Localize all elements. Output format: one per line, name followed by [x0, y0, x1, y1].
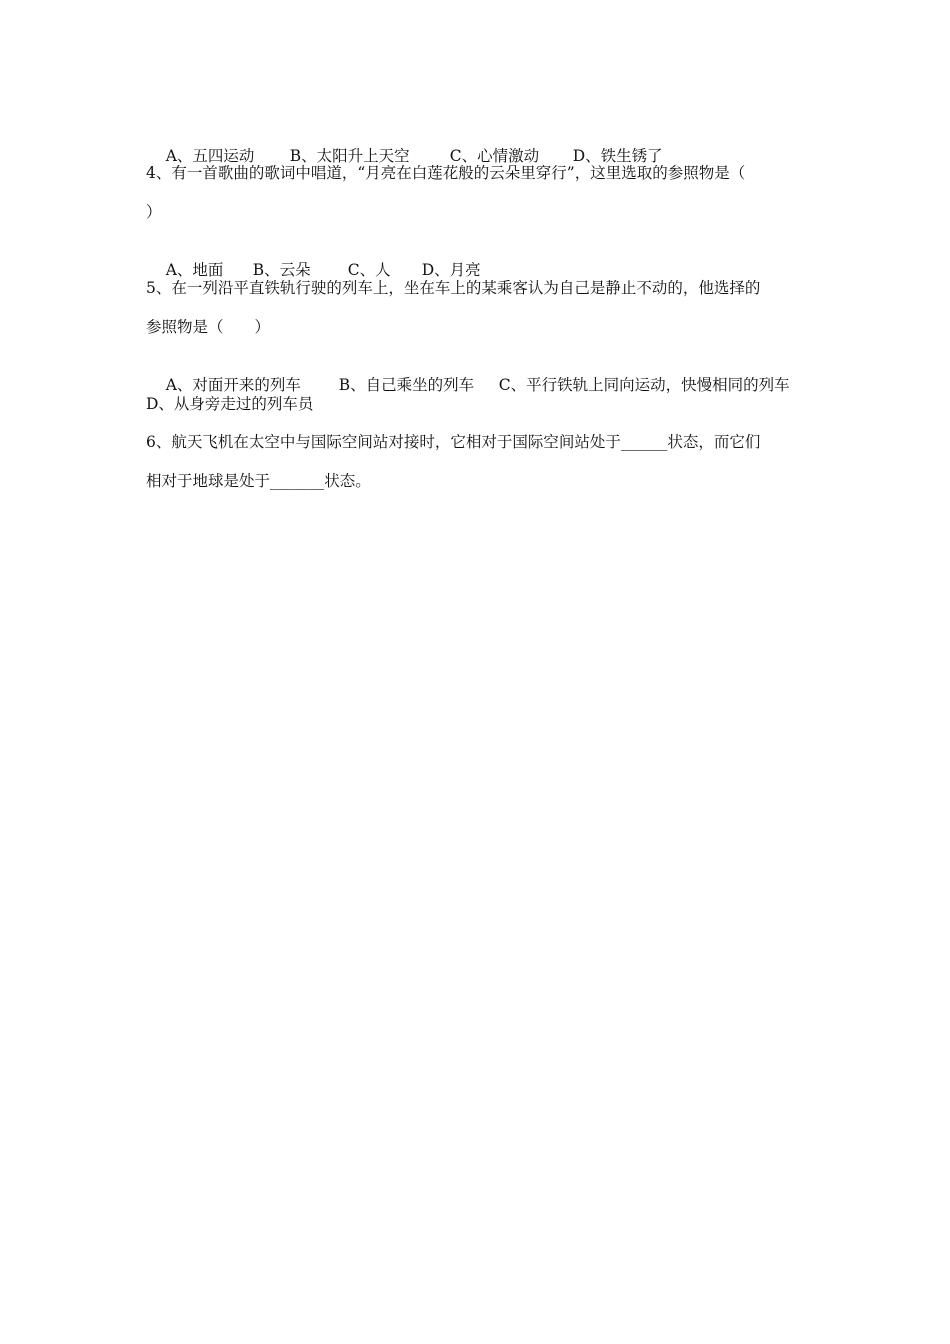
q4-stem-line2: ） — [146, 203, 162, 221]
q4-option-b: B、云朵 — [252, 261, 311, 279]
q5-option-c: C、平行铁轨上同向运动，快慢相同的列车 — [498, 376, 790, 394]
q3-option-d: D、铁生锈了 — [572, 147, 663, 165]
q5-option-d: D、从身旁走过的列车员 — [146, 395, 314, 413]
q3-option-a: A、五四运动 — [165, 147, 255, 165]
q5-stem-line2: 参照物是（ ） — [146, 318, 271, 336]
q3-option-b: B、太阳升上天空 — [289, 147, 410, 165]
q4-option-d: D、月亮 — [421, 261, 481, 279]
q5-option-b: B、自己乘坐的列车 — [338, 376, 475, 394]
q5-stem-line1: 5、在一列沿平直铁轨行驶的列车上，坐在车上的某乘客认为自己是静止不动的，他选择的 — [146, 279, 761, 297]
q6-stem-line1: 6、航天飞机在太空中与国际空间站对接时，它相对于国际空间站处于______状态，而它们 — [146, 433, 761, 451]
q4-option-c: C、人 — [347, 261, 391, 279]
q4-stem-line1: 4、有一首歌曲的歌词中唱道，“月亮在白莲花般的云朵里穿行”，这里选取的参照物是（ — [146, 164, 746, 182]
q4-option-a: A、地面 — [165, 261, 224, 279]
q6-stem-line2: 相对于地球是处于_______状态。 — [146, 472, 371, 490]
q5-option-a: A、对面开来的列车 — [165, 376, 301, 394]
q3-option-c: C、心情激动 — [449, 147, 540, 165]
